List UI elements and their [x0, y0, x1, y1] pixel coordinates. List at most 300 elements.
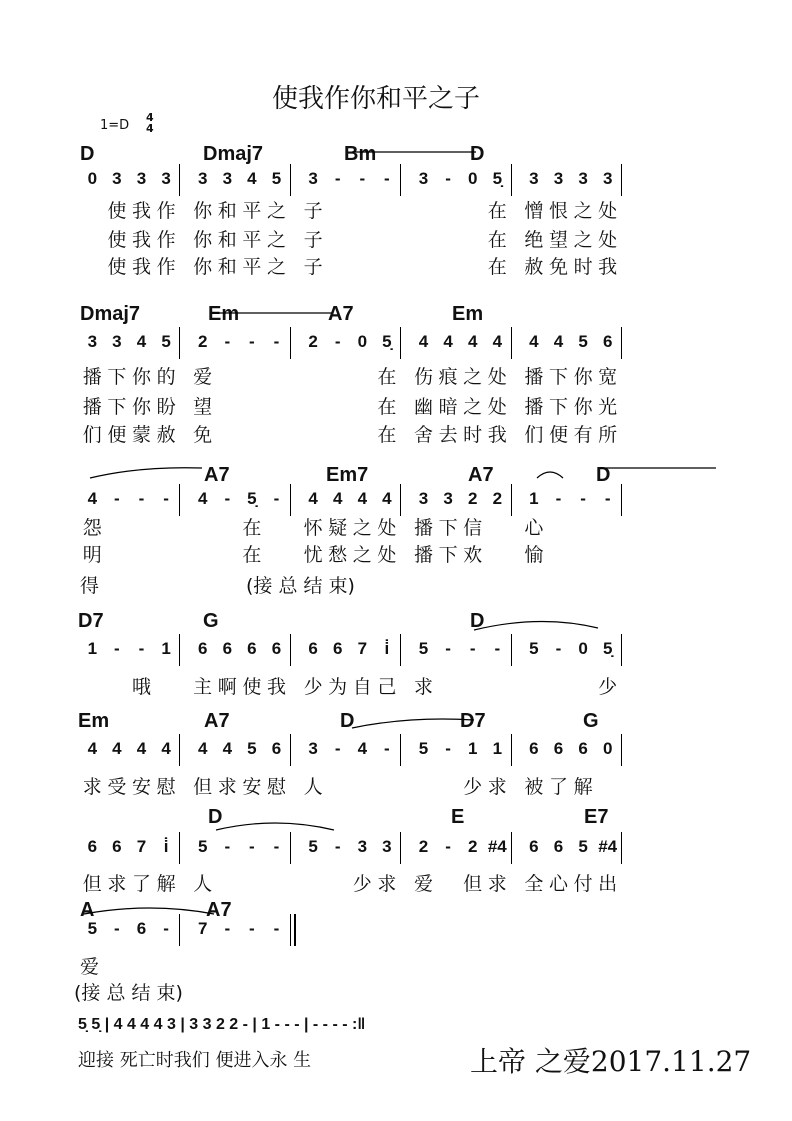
- note: -: [469, 639, 476, 658]
- lyric-syllable: 在: [377, 424, 397, 446]
- chord: D7: [78, 610, 104, 632]
- chord: G: [203, 610, 219, 632]
- note: 6: [529, 739, 539, 758]
- lyric-syllable: 之: [463, 366, 483, 388]
- note: -: [249, 919, 255, 938]
- lyric-syllable: 盼: [156, 396, 176, 418]
- lyric-syllable: 便: [548, 424, 568, 446]
- note: -: [604, 489, 611, 508]
- lyric-syllable: 播: [413, 517, 433, 539]
- note: -: [138, 489, 145, 508]
- note: 2: [197, 332, 208, 351]
- note: -: [494, 639, 501, 658]
- lyric-syllable: 痕: [438, 366, 458, 388]
- repeat-note: (接 总 结 束): [74, 982, 183, 1004]
- lyric-fragment: 爱: [80, 956, 100, 978]
- chord: A7: [204, 464, 230, 486]
- lyric-syllable: 出: [598, 873, 618, 895]
- lyric-syllable: 疑: [328, 517, 348, 539]
- lyric-syllable: 下: [438, 517, 458, 539]
- note: 1: [492, 739, 503, 758]
- lyric-syllable: 愁: [328, 544, 348, 566]
- note: 2: [418, 837, 429, 856]
- note: 4: [136, 332, 147, 351]
- note: -: [445, 837, 451, 856]
- lyric-syllable: 免: [193, 424, 213, 446]
- lyric-syllable: 在: [487, 200, 507, 222]
- lyric-syllable: 全: [524, 873, 544, 895]
- lyric-syllable: 但: [82, 873, 102, 895]
- note: 4: [197, 489, 208, 508]
- note: 4: [529, 332, 539, 351]
- note: 5: [247, 739, 257, 758]
- lyric-syllable: 怨: [82, 517, 102, 539]
- lyric-syllable: 愉: [524, 544, 544, 566]
- lyric-syllable: 我: [131, 229, 151, 251]
- note: 0: [578, 639, 588, 658]
- lyric-syllable: 被: [524, 776, 544, 798]
- note: i̇: [163, 837, 169, 856]
- lyric-syllable: 播: [82, 396, 102, 418]
- lyric-syllable: 慰: [156, 776, 176, 798]
- time-signature-top: 4: [146, 111, 154, 124]
- note: 6: [553, 739, 564, 758]
- lyric-syllable: 你: [193, 200, 213, 222]
- lyric-syllable: 哦: [131, 676, 151, 698]
- note: -: [555, 489, 562, 508]
- chord: G: [583, 710, 599, 732]
- note: 0: [467, 169, 478, 188]
- note: 5: [161, 332, 171, 351]
- note: 4: [222, 739, 233, 758]
- lyric-syllable: 处: [377, 544, 397, 566]
- chord: D: [596, 464, 611, 486]
- lyric-syllable: 之: [573, 200, 593, 222]
- note: 4: [467, 332, 478, 351]
- note: -: [138, 639, 145, 658]
- lyric-syllable: 处: [598, 200, 618, 222]
- lyric-syllable: 求: [377, 873, 397, 895]
- lyric-syllable: 我: [131, 200, 151, 222]
- note: 3: [443, 489, 453, 508]
- tie: [90, 468, 202, 478]
- chord: A: [80, 899, 95, 921]
- tie: [84, 908, 214, 914]
- note: 5̣: [247, 489, 257, 508]
- lyric-syllable: 之: [266, 200, 286, 222]
- tie: [352, 719, 474, 728]
- note: 2: [492, 489, 503, 508]
- note: 4: [308, 489, 318, 508]
- tie: [216, 823, 334, 830]
- lyric-syllable: 求: [487, 776, 507, 798]
- lyric-syllable: 在: [242, 544, 262, 566]
- lyric-syllable: 播: [524, 396, 544, 418]
- lyric-syllable: 下: [548, 366, 568, 388]
- note: -: [224, 837, 231, 856]
- lyric-syllable: 你: [573, 366, 593, 388]
- lyric-syllable: 们: [82, 424, 102, 446]
- note: 4: [357, 739, 368, 758]
- lyric-syllable: 子: [303, 256, 323, 278]
- note: 4: [87, 739, 98, 758]
- lyric-syllable: 望: [548, 229, 568, 251]
- lyric-syllable: 欢: [463, 544, 483, 566]
- note: 6: [308, 639, 318, 658]
- lyric-syllable: 解: [573, 776, 593, 798]
- lyric-syllable: 安: [131, 776, 151, 798]
- note: 4: [247, 169, 257, 188]
- chord: D: [208, 806, 223, 828]
- lyric-syllable: 幽: [413, 396, 433, 418]
- lyric-syllable: 憎: [524, 200, 544, 222]
- note: 2: [308, 332, 318, 351]
- note: 3: [112, 332, 122, 351]
- note: 6: [602, 332, 613, 351]
- note: 6: [222, 639, 233, 658]
- lyric-syllable: 人: [303, 776, 323, 798]
- note: 4: [112, 739, 122, 758]
- note: 3: [553, 169, 564, 188]
- lyric-syllable: 付: [573, 873, 593, 895]
- chord: Em: [452, 303, 484, 325]
- lyric-syllable: 播: [413, 544, 433, 566]
- lyric-syllable: 啊: [217, 676, 237, 698]
- lyric-syllable: 处: [377, 517, 397, 539]
- note: 6: [578, 739, 588, 758]
- coda-lyrics: 迎接 死亡时我们 便进入永 生: [78, 1050, 312, 1071]
- lyric-syllable: 在: [487, 256, 507, 278]
- lyric-syllable: 子: [303, 200, 323, 222]
- lyric-syllable: 解: [156, 873, 176, 895]
- note: 5: [578, 332, 588, 351]
- signature: 上帝 之爱2017.11.27: [470, 1045, 752, 1078]
- note: -: [334, 169, 341, 188]
- lyric-syllable: 少: [303, 676, 323, 698]
- note: -: [249, 837, 255, 856]
- note: 4: [136, 739, 147, 758]
- chord: D: [470, 143, 485, 165]
- lyric-syllable: 之: [463, 396, 483, 418]
- lyric-syllable: 之: [573, 229, 593, 251]
- lyric-syllable: 求: [217, 776, 237, 798]
- note: 4: [382, 489, 392, 508]
- note: -: [163, 919, 169, 938]
- lyric-syllable: 爱: [413, 873, 433, 895]
- note: -: [273, 489, 280, 508]
- chord: E: [451, 806, 465, 828]
- lyric-syllable: 赦: [156, 424, 176, 446]
- note: 3: [308, 169, 318, 188]
- lyric-syllable: 安: [242, 776, 262, 798]
- lyric-syllable: 之: [352, 544, 372, 566]
- note: 1: [467, 739, 478, 758]
- lyric-syllable: 在: [377, 396, 397, 418]
- note: 3: [602, 169, 613, 188]
- chord: Em7: [326, 464, 369, 486]
- note: 5̣: [492, 169, 503, 188]
- note: i̇: [384, 639, 390, 658]
- chord: A7: [204, 710, 230, 732]
- note: 6: [87, 837, 98, 856]
- lyric-syllable: 和: [217, 200, 237, 222]
- lyric-syllable: 之: [352, 517, 372, 539]
- lyric-syllable: 忧: [303, 544, 323, 566]
- note: 6: [136, 919, 147, 938]
- note: -: [273, 837, 280, 856]
- lyric-syllable: 绝: [524, 229, 544, 251]
- note: -: [114, 639, 120, 658]
- lyric-syllable: 你: [131, 366, 151, 388]
- lyric-syllable: 子: [303, 229, 323, 251]
- lyric-syllable: 便: [107, 424, 127, 446]
- tie: [474, 621, 598, 630]
- note: -: [224, 332, 231, 351]
- note: 7: [136, 837, 147, 856]
- note: 3: [112, 169, 122, 188]
- lyric-syllable: 舍: [413, 424, 433, 446]
- lyric-syllable: 少: [463, 776, 483, 798]
- note: 3: [357, 837, 368, 856]
- lyric-syllable: 明: [82, 544, 102, 566]
- note: -: [359, 169, 366, 188]
- lyric-syllable: 心: [548, 873, 568, 895]
- note: 3: [382, 837, 392, 856]
- note: -: [114, 489, 120, 508]
- lyric-syllable: 处: [487, 396, 507, 418]
- lyric-syllable: 了: [131, 873, 151, 895]
- chord: E7: [584, 806, 609, 828]
- lyric-syllable: 你: [573, 396, 593, 418]
- chord: D: [80, 143, 95, 165]
- lyric-syllable: 主: [193, 676, 213, 698]
- note: #4: [487, 837, 507, 856]
- note: -: [224, 919, 231, 938]
- chord: D7: [460, 710, 486, 732]
- repeat-note: (接 总 结 束): [246, 575, 355, 597]
- lyric-syllable: 少: [352, 873, 372, 895]
- lyric-syllable: 使: [242, 676, 262, 698]
- note: 2: [467, 489, 478, 508]
- note: -: [555, 639, 562, 658]
- note: 0: [602, 739, 613, 758]
- note: 5: [578, 837, 588, 856]
- lyric-syllable: 我: [598, 256, 618, 278]
- note: -: [334, 332, 341, 351]
- lyric-syllable: 宽: [598, 366, 618, 388]
- lyric-syllable: 恨: [548, 200, 568, 222]
- note: 2: [467, 837, 478, 856]
- lyric-syllable: 们: [524, 424, 544, 446]
- note: 3: [578, 169, 588, 188]
- lyric-syllable: 但: [193, 776, 213, 798]
- lyric-syllable: 作: [156, 256, 176, 278]
- lyric-syllable: 赦: [524, 256, 544, 278]
- lyric-syllable: 和: [217, 229, 237, 251]
- lyric-syllable: 暗: [438, 396, 458, 418]
- note: -: [273, 332, 280, 351]
- note: 4: [87, 489, 98, 508]
- lyric-syllable: 有: [573, 424, 593, 446]
- lyric-syllable: 了: [548, 776, 568, 798]
- chord: A7: [328, 303, 354, 325]
- lyric-syllable: 去: [438, 424, 458, 446]
- key-signature: 1=D: [100, 118, 130, 133]
- note: 5: [308, 837, 318, 856]
- note: -: [384, 169, 390, 188]
- tie: [537, 472, 563, 478]
- note: 3: [87, 332, 98, 351]
- lyric-syllable: 自: [352, 676, 372, 698]
- note: -: [384, 739, 390, 758]
- note: 0: [357, 332, 368, 351]
- lyric-syllable: 爱: [193, 366, 213, 388]
- note: 6: [247, 639, 257, 658]
- lyric-syllable: 平: [242, 200, 262, 222]
- lyric-syllable: 我: [131, 256, 151, 278]
- note: 5: [529, 639, 539, 658]
- lyric-syllable: 作: [156, 229, 176, 251]
- note: 4: [553, 332, 564, 351]
- note: 4: [197, 739, 208, 758]
- note: -: [249, 332, 255, 351]
- lyric-syllable: 使: [107, 229, 127, 251]
- lyric-syllable: 在: [377, 366, 397, 388]
- note: 6: [197, 639, 208, 658]
- lyric-syllable: 求: [107, 873, 127, 895]
- lyric-syllable: 我: [266, 676, 286, 698]
- lyric-syllable: 伤: [413, 366, 433, 388]
- lyric-syllable: 免: [548, 256, 568, 278]
- lyric-syllable: 下: [107, 366, 127, 388]
- lyric-syllable: 播: [524, 366, 544, 388]
- lyric-syllable: 之: [266, 229, 286, 251]
- lyric-syllable: 少: [598, 676, 618, 698]
- note: 6: [271, 639, 282, 658]
- lyric-syllable: 人: [193, 873, 213, 895]
- lyric-syllable: 下: [548, 396, 568, 418]
- note: 4: [443, 332, 453, 351]
- lyric-syllable: 时: [463, 424, 483, 446]
- note: 1: [529, 489, 539, 508]
- note: #4: [598, 837, 618, 856]
- note: -: [163, 489, 169, 508]
- note: 5: [418, 739, 429, 758]
- note: 1: [161, 639, 171, 658]
- chord: Em: [208, 303, 240, 325]
- note: 5: [87, 919, 98, 938]
- lyric-syllable: 下: [107, 396, 127, 418]
- note: 7: [197, 919, 208, 938]
- note: 3: [529, 169, 539, 188]
- lyric-syllable: 所: [598, 424, 618, 446]
- lyric-syllable: 处: [487, 366, 507, 388]
- chord: Em: [78, 710, 110, 732]
- note: 5: [197, 837, 208, 856]
- note: -: [445, 639, 451, 658]
- time-signature-bottom: 4: [146, 122, 154, 135]
- lyric-syllable: 己: [377, 676, 397, 698]
- note: -: [224, 489, 231, 508]
- lyric-syllable: 在: [487, 229, 507, 251]
- lyric-syllable: 但: [463, 873, 483, 895]
- note: -: [334, 739, 341, 758]
- lyric-syllable: 你: [193, 229, 213, 251]
- lyric-fragment: 得: [80, 575, 100, 597]
- lyric-syllable: 慰: [266, 776, 286, 798]
- note: -: [445, 169, 451, 188]
- lyric-syllable: 时: [573, 256, 593, 278]
- note: 4: [161, 739, 171, 758]
- note: 6: [553, 837, 564, 856]
- chord: A7: [468, 464, 494, 486]
- lyric-syllable: 和: [217, 256, 237, 278]
- note: 3: [161, 169, 171, 188]
- lyric-syllable: 你: [131, 396, 151, 418]
- lyric-syllable: 平: [242, 229, 262, 251]
- note: 7: [357, 639, 368, 658]
- note: 3: [197, 169, 208, 188]
- chord: A7: [206, 899, 232, 921]
- lyric-syllable: 求: [82, 776, 102, 798]
- song-title: 使我作你和平之子: [272, 84, 481, 114]
- note: -: [445, 739, 451, 758]
- note: 5: [271, 169, 282, 188]
- note: 5̣: [382, 332, 392, 351]
- note: 3: [222, 169, 233, 188]
- note: 3: [418, 489, 429, 508]
- lyric-syllable: 播: [82, 366, 102, 388]
- lyric-syllable: 下: [438, 544, 458, 566]
- note: 6: [112, 837, 122, 856]
- lyric-syllable: 蒙: [131, 424, 151, 446]
- note: -: [273, 919, 280, 938]
- note: 3: [308, 739, 318, 758]
- lyric-syllable: 处: [598, 229, 618, 251]
- note: 5: [418, 639, 429, 658]
- chord: Bm: [344, 143, 377, 165]
- note: 6: [332, 639, 343, 658]
- note: 4: [418, 332, 429, 351]
- lyric-syllable: 望: [193, 396, 213, 418]
- lyric-syllable: 我: [487, 424, 507, 446]
- note: 3: [418, 169, 429, 188]
- note: -: [334, 837, 341, 856]
- chord: Dmaj7: [203, 143, 264, 165]
- note: 1: [87, 639, 98, 658]
- lyric-syllable: 使: [107, 200, 127, 222]
- note: 6: [529, 837, 539, 856]
- note: 4: [332, 489, 343, 508]
- lyric-syllable: 平: [242, 256, 262, 278]
- chord: D: [340, 710, 355, 732]
- lyric-syllable: 求: [413, 676, 433, 698]
- note: -: [114, 919, 120, 938]
- lyric-syllable: 在: [242, 517, 262, 539]
- lyric-syllable: 求: [487, 873, 507, 895]
- lyric-syllable: 怀: [303, 517, 323, 539]
- lyric-syllable: 作: [156, 200, 176, 222]
- note: 5̣: [602, 639, 613, 658]
- lyric-syllable: 信: [463, 517, 483, 539]
- lyric-syllable: 受: [107, 776, 127, 798]
- lyric-syllable: 的: [156, 366, 176, 388]
- lyric-syllable: 你: [193, 256, 213, 278]
- lyric-syllable: 为: [328, 676, 348, 698]
- note: 4: [492, 332, 503, 351]
- note: 3: [136, 169, 147, 188]
- coda-notation: 5̣ 5̣ | 4 4 4 4 3 | 3 3 2 2 - | 1 - - - | - - - - :‖: [78, 1016, 366, 1033]
